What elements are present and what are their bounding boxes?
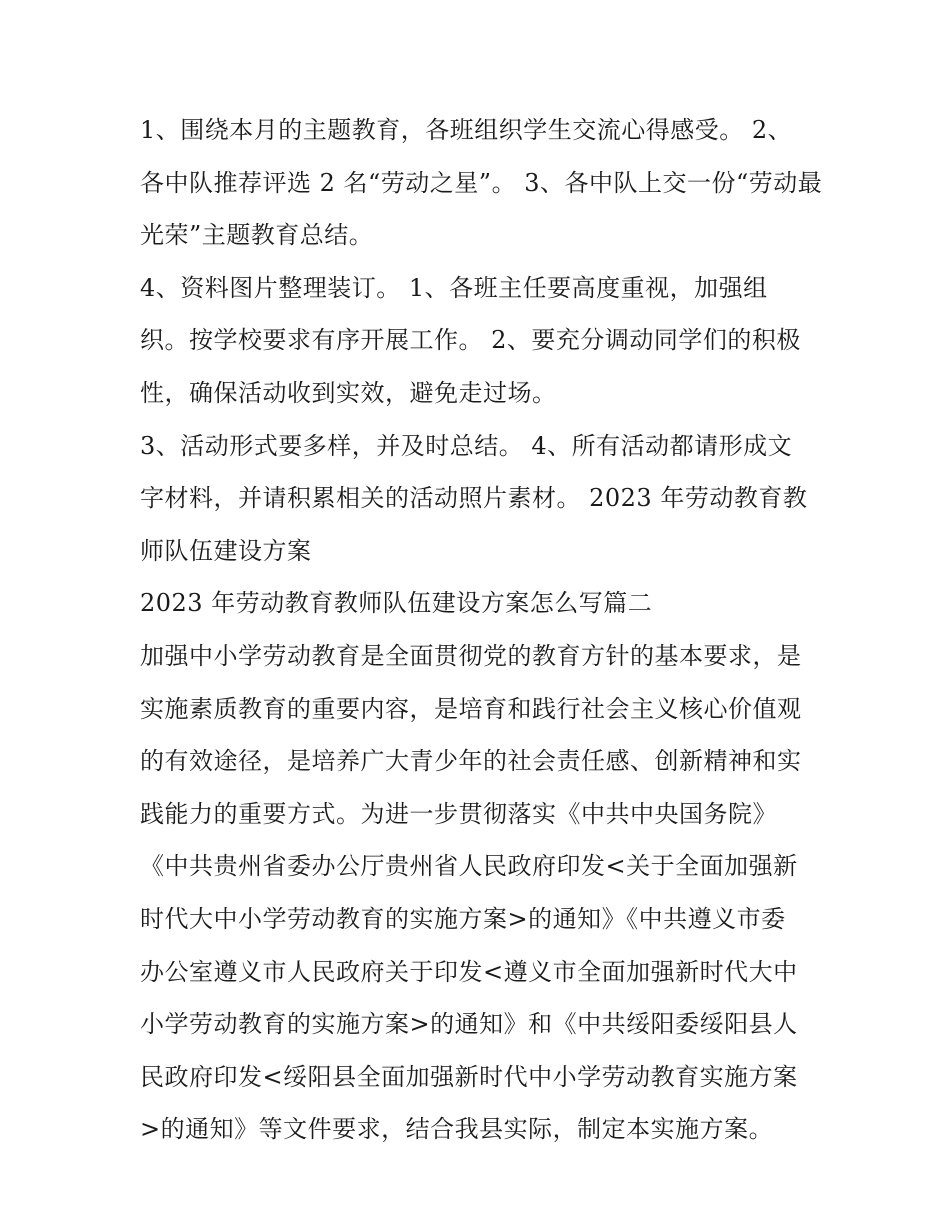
text-line: 办公室遵义市人民政府关于印发<遵义市全面加强新时代大中 bbox=[140, 957, 798, 986]
text-line: 各中队推荐评选 2 名“劳动之星”。 3、各中队上交一份“劳动最 bbox=[140, 168, 823, 197]
text-line: 小学劳动教育的实施方案>的通知》和《中共绥阳委绥阳县人 bbox=[140, 1010, 798, 1039]
text-line: 时代大中小学劳动教育的实施方案>的通知》《中共遵义市委 bbox=[140, 904, 786, 933]
text-line: 字材料，并请积累相关的活动照片素材。 2023 年劳动教育教 bbox=[140, 484, 808, 513]
text-line: 师队伍建设方案 bbox=[140, 536, 312, 565]
section-heading: 2023 年劳动教育教师队伍建设方案怎么写篇二 bbox=[140, 589, 653, 618]
text-line: 1、围绕本月的主题教育，各班组织学生交流心得感受。 2、 bbox=[140, 116, 793, 144]
document-body bbox=[140, 104, 830, 1156]
text-line: 4、资料图片整理装订。 1、各班主任要高度重视，加强组 bbox=[140, 273, 768, 302]
text-line: 民政府印发<绥阳县全面加强新时代中小学劳动教育实施方案 bbox=[140, 1062, 798, 1091]
text-line: 织。按学校要求有序开展工作。 2、要充分调动同学们的积极 bbox=[140, 326, 801, 355]
text-line: >的通知》等文件要求，结合我县实际，制定本实施方案。 bbox=[140, 1115, 774, 1144]
text-line: 践能力的重要方式。为进一步贯彻落实《中共中央国务院》 bbox=[140, 799, 777, 828]
text-line: 3、活动形式要多样，并及时总结。 4、所有活动都请形成文 bbox=[140, 431, 793, 460]
text-line: 的有效途径，是培养广大青少年的社会责任感、创新精神和实 bbox=[140, 747, 802, 776]
text-line: 加强中小学劳动教育是全面贯彻党的教育方针的基本要求，是 bbox=[140, 641, 802, 670]
text-line: 实施素质教育的重要内容，是培育和践行社会主义核心价值观 bbox=[140, 694, 802, 723]
text-line: 性，确保活动收到实效，避免走过场。 bbox=[140, 378, 557, 407]
text-line: 《中共贵州省委办公厅贵州省人民政府印发<关于全面加强新 bbox=[140, 852, 798, 881]
text-line: 光荣”主题教育总结。 bbox=[140, 221, 374, 250]
